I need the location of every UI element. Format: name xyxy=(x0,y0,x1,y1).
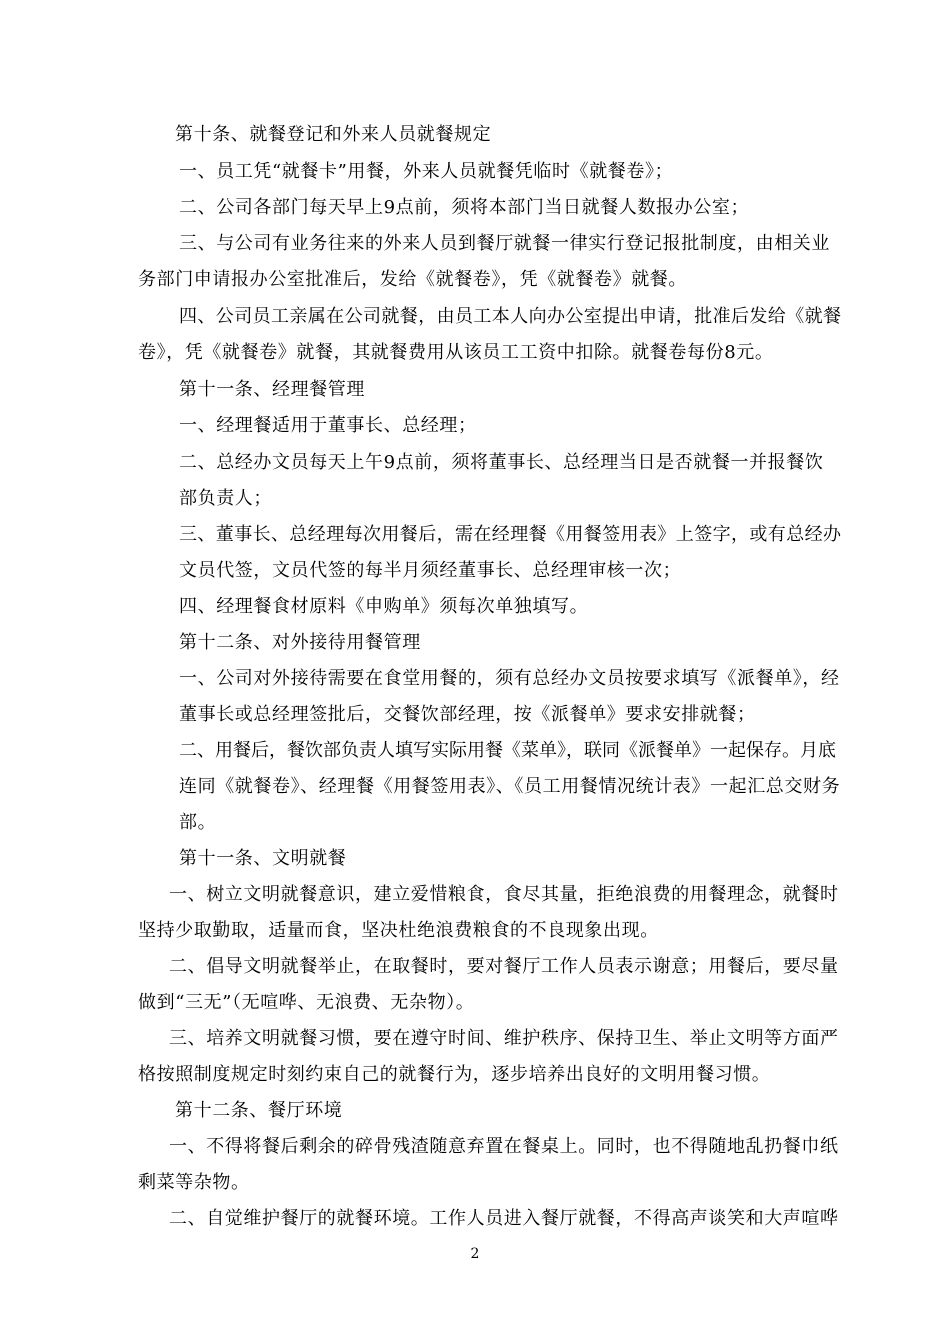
text-line: 二、总经办文员每天上午9点前，须将董事长、总经理当日是否就餐一并报餐饮 xyxy=(179,452,824,473)
text-line: 一、公司对外接待需要在食堂用餐的，须有总经办文员按要求填写《派餐单》，经 xyxy=(179,668,840,689)
text-line: 卷》，凭《就餐卷》就餐，其就餐费用从该员工工资中扣除。就餐卷每份8元。 xyxy=(138,342,774,363)
text-line: 一、不得将餐后剩余的碎骨残渣随意弃置在餐桌上。同时，也不得随地乱扔餐巾纸 xyxy=(169,1136,839,1157)
article-11b-heading: 第十一条、文明就餐 xyxy=(179,848,347,869)
article-10-heading: 第十条、就餐登记和外来人员就餐规定 xyxy=(175,124,492,145)
text-line: 三、与公司有业务往来的外来人员到餐厅就餐一律实行登记报批制度，由相关业 xyxy=(179,233,830,254)
text-line: 四、公司员工亲属在公司就餐，由员工本人向办公室提出申请，批准后发给《就餐 xyxy=(179,306,842,327)
text-line: 文员代签，文员代签的每半月须经董事长、总经理审核一次； xyxy=(179,560,682,581)
text-line: 连同《就餐卷》、经理餐《用餐签用表》、《员工用餐情况统计表》一起汇总交财务 xyxy=(179,776,841,797)
text-line: 部。 xyxy=(179,812,217,833)
text-line: 董事长或总经理签批后，交餐饮部经理，按《派餐单》要求安排就餐； xyxy=(179,704,756,725)
text-line: 四、经理餐食材原料《申购单》须每次单独填写。 xyxy=(179,596,589,617)
text-line: 三、董事长、总经理每次用餐后，需在经理餐《用餐签用表》上签字，或有总经办 xyxy=(179,524,842,545)
text-line: 做到“三无”（无喧哗、无浪费、无杂物）。 xyxy=(138,992,475,1013)
text-line: 坚持少取勤取，适量而食，坚决杜绝浪费粮食的不良现象出现。 xyxy=(138,920,659,941)
text-line: 格按照制度规定时刻约束自己的就餐行为，逐步培养出良好的文明用餐习惯。 xyxy=(138,1064,771,1085)
text-line: 二、公司各部门每天早上9点前，须将本部门当日就餐人数报办公室； xyxy=(179,197,750,218)
text-line: 务部门申请报办公室批准后，发给《就餐卷》，凭《就餐卷》就餐。 xyxy=(138,269,687,290)
article-12-heading: 第十二条、对外接待用餐管理 xyxy=(179,632,421,653)
page-number: 2 xyxy=(470,1246,480,1262)
text-line: 一、员工凭“就餐卡”用餐，外来人员就餐凭临时《就餐卷》； xyxy=(179,161,674,182)
text-line: 一、树立文明就餐意识，建立爱惜粮食，食尽其量，拒绝浪费的用餐理念，就餐时 xyxy=(169,884,839,905)
article-11-heading: 第十一条、经理餐管理 xyxy=(179,379,365,400)
text-line: 部负责人； xyxy=(179,488,272,509)
text-line: 二、倡导文明就餐举止，在取餐时，要对餐厅工作人员表示谢意；用餐后，要尽量 xyxy=(169,956,839,977)
text-line: 二、自觉维护餐厅的就餐环境。工作人员进入餐厅就餐，不得高声谈笑和大声喧哗 xyxy=(169,1208,839,1229)
text-line: 二、用餐后，餐饮部负责人填写实际用餐《菜单》，联同《派餐单》一起保存。月底 xyxy=(179,740,836,761)
article-12b-heading: 第十二条、餐厅环境 xyxy=(175,1100,343,1121)
text-line: 剩菜等杂物。 xyxy=(138,1172,250,1193)
text-line: 三、培养文明就餐习惯，要在遵守时间、维护秩序、保持卫生、举止文明等方面严 xyxy=(169,1028,839,1049)
text-line: 一、经理餐适用于董事长、总经理； xyxy=(179,415,477,436)
